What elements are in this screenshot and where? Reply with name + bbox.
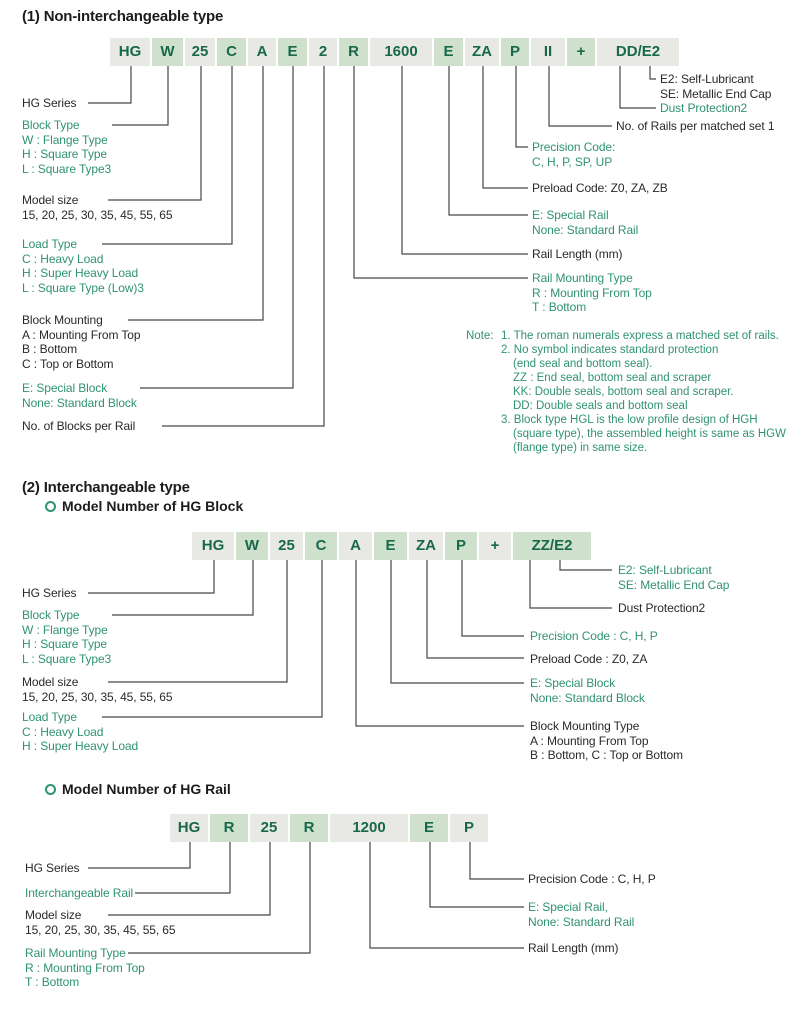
code-cell: P [445, 532, 477, 560]
code-cell: P [501, 38, 529, 66]
label-block-type: Block Type W : Flange Type H : Square Type L : Square Type3 [22, 608, 112, 666]
label-rail-length: Rail Length (mm) [528, 941, 619, 955]
label-hg-series: HG Series [25, 861, 80, 875]
code-cell: C [217, 38, 246, 66]
code-cell: E [410, 814, 448, 842]
code-cell: E [374, 532, 407, 560]
section2-title: (2) Interchangeable type [22, 479, 190, 496]
code-cell: A [339, 532, 372, 560]
code-cell: HG [170, 814, 208, 842]
code-cell: DD/E2 [597, 38, 679, 66]
code-cell: + [567, 38, 595, 66]
code-cell: E [434, 38, 463, 66]
code-cell: R [290, 814, 328, 842]
code-cell: HG [192, 532, 234, 560]
label-load-type: Load Type C : Heavy Load H : Super Heavy Load [22, 710, 139, 753]
label-preload-code: Preload Code : Z0, ZA [530, 652, 648, 666]
code-cell: C [305, 532, 337, 560]
code-cell: + [479, 532, 511, 560]
note-label: Note: [466, 330, 494, 342]
label-special-block: E: Special Block None: Standard Block [530, 676, 645, 705]
code-cell: 25 [270, 532, 303, 560]
label-rail-length: Rail Length (mm) [532, 247, 623, 261]
bullet-ring-icon [45, 784, 56, 795]
code-cell: ZA [465, 38, 499, 66]
label-rail-mounting-type: Rail Mounting Type R : Mounting From Top T : Bottom [532, 271, 652, 314]
code-cell: II [531, 38, 565, 66]
label-end-cap-codes: E2: Self-Lubricant SE: Metallic End Cap [618, 563, 730, 592]
label-model-size: Model size 15, 20, 25, 30, 35, 45, 55, 65 [22, 675, 173, 704]
code-cell: R [210, 814, 248, 842]
label-block-type: Block Type W : Flange Type H : Square Type L : Square Type3 [22, 118, 112, 176]
label-hg-series: HG Series [22, 96, 77, 110]
code-cell: 2 [309, 38, 337, 66]
label-dust-protection: Dust Protection2 [618, 601, 706, 615]
section3-subheader: Model Number of HG Rail [45, 781, 231, 797]
code-cell: ZZ/E2 [513, 532, 591, 560]
label-blocks-per-rail: No. of Blocks per Rail [22, 419, 136, 433]
label-interchangeable-rail: Interchangeable Rail [25, 886, 134, 900]
code-cell: A [248, 38, 276, 66]
label-block-mounting: Block Mounting A : Mounting From Top B : Bottom C : Top or Bottom [22, 313, 141, 371]
label-precision-code: Precision Code : C, H, P [530, 629, 658, 643]
label-precision-code: Precision Code: C, H, P, SP, UP [532, 140, 616, 169]
note-block: Note: 1. The roman numerals express a matched set of rails. 2. No symbol indicates standard protection (end seal and bottom seal). ZZ : End seal, bottom seal and scraper KK: Double seals, bottom seal and scraper. DD: Double seals and bottom seal 3. Block type HGL is the low profile design of HGH (square type), the assembled height is same as HGW (flange type) in same size. [466, 330, 786, 454]
label-hg-series: HG Series [22, 586, 77, 600]
label-rail-mounting-type: Rail Mounting Type R : Mounting From Top T : Bottom [25, 946, 145, 989]
code-cell: R [339, 38, 368, 66]
code-cell: ZA [409, 532, 443, 560]
code-cell: 25 [185, 38, 215, 66]
code-cell: W [236, 532, 268, 560]
code-cell: W [152, 38, 183, 66]
label-rails-per-set: No. of Rails per matched set 1 [616, 119, 775, 133]
section1-title: (1) Non-interchangeable type [22, 8, 224, 25]
label-end-cap-codes: E2: Self-Lubricant SE: Metallic End Cap [660, 72, 772, 101]
code-cell: P [450, 814, 488, 842]
code-cell: E [278, 38, 307, 66]
code-cell: 1200 [330, 814, 408, 842]
label-model-size: Model size 15, 20, 25, 30, 35, 45, 55, 65 [25, 908, 176, 937]
label-dust-protection: Dust Protection2 [660, 101, 748, 115]
code-cell: 1600 [370, 38, 432, 66]
label-block-mounting-type: Block Mounting Type A : Mounting From Top B : Bottom, C : Top or Bottom [530, 719, 683, 762]
bullet-ring-icon [45, 501, 56, 512]
label-load-type: Load Type C : Heavy Load H : Super Heavy Load L : Square Type (Low)3 [22, 237, 144, 295]
label-special-block: E: Special Block None: Standard Block [22, 381, 137, 410]
code-cell: HG [110, 38, 150, 66]
label-precision-code: Precision Code : C, H, P [528, 872, 656, 886]
label-special-rail: E: Special Rail None: Standard Rail [532, 208, 639, 237]
section2-subheader: Model Number of HG Block [45, 498, 243, 514]
label-preload-code: Preload Code: Z0, ZA, ZB [532, 181, 668, 195]
label-special-rail: E: Special Rail, None: Standard Rail [528, 900, 635, 929]
label-model-size: Model size 15, 20, 25, 30, 35, 45, 55, 65 [22, 193, 173, 222]
code-cell: 25 [250, 814, 288, 842]
